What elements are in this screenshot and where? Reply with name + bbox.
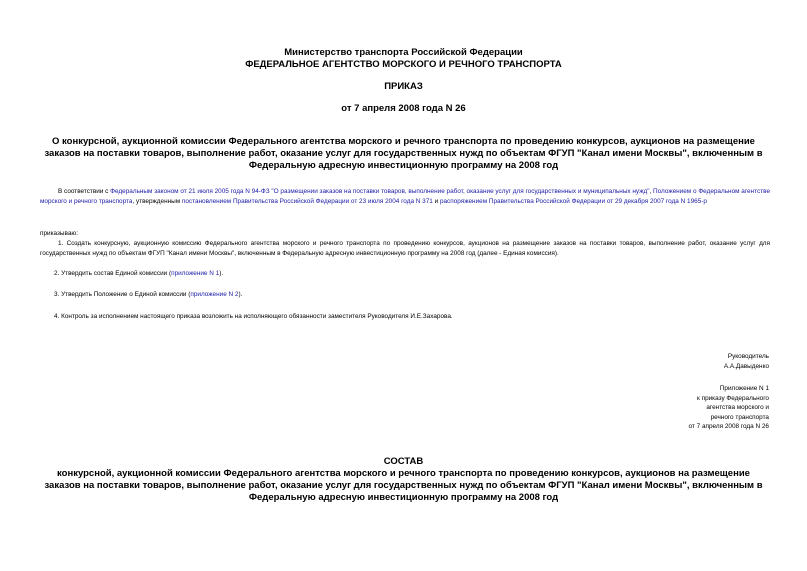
appendix-ref-line-4: речного транспорта [710,413,769,421]
preamble-text-3: , утвержденным [132,197,182,205]
appendix-ref-line-2: к приказу Федерального [697,394,769,402]
item-1: 1. Создать конкурсную, аукционную комиссию Федерального агентства морского и речного транспорта по проведению конкурсов, аукционов на размещение заказов на поставки товаров, выполнение работ, оказание услуг для государственных нужд по объектам ФГУП "Канал имени Москвы", включенным в Федеральную адресную инвестиционную программу на 2008 год (далее - Единая комиссия). [40,240,770,257]
appendix-ref-line-3: агентства морского и [706,404,769,412]
preamble-text-4: и [432,197,440,205]
appendix-2-link[interactable]: приложение N 2 [190,291,239,298]
item-3-end: ). [238,291,243,298]
government-order-link[interactable]: распоряжением Правительства Российской Федерации от 29 декабря 2007 года N 1965-р [439,197,707,205]
document-header [0,47,807,115]
item-3 [40,290,770,300]
item-2 [40,269,770,279]
signature-name: А.А.Давыденко [723,362,769,370]
signature-position: Руководитель [727,353,769,360]
item-2-end: ). [219,270,224,277]
preamble-text-2: , [649,188,654,195]
order-title: О конкурсной, аукционной комиссии Федерального агентства морского и речного транспорта по проведению конкурсов, аукционов на размещение заказов на поставки товаров, выполнение работ, оказание услуг для государственных нужд по объектам ФГУП "Канал имени Москвы", включенным в Федеральную адресную инвестиционную программу на 2008 год [44,136,763,171]
ministry-name: Министерство транспорта Российской Федерации [284,47,523,58]
appendix-ref-line-5: от 7 апреля 2008 года N 26 [688,423,769,431]
signature-block [724,352,769,371]
preamble-text-1: В соответствии с [58,188,111,195]
appendix-ref-line-1: Приложение N 1 [719,385,769,392]
appendix-reference [689,384,769,432]
item-3-text: 3. Утвердить Положение о Единой комиссии ( [54,291,191,298]
regulation-link[interactable]: Положением о Федеральном агентстве морского и речного транспорта [40,188,770,205]
item-2-text: 2. Утвердить состав Единой комиссии ( [54,270,172,277]
appendix-1-link[interactable]: приложение N 1 [171,270,220,277]
item-4: 4. Контроль за исполнением настоящего приказа возложить на исполняющего обязанности заместителя Руководителя И.Е.Захарова. [54,313,453,320]
doc-type: ПРИКАЗ [384,81,423,92]
federal-law-link[interactable]: Федеральным законом от 21 июля 2005 года N 94-ФЗ "О размещении заказов на поставки товаров, выполнение работ, оказание услуг для государственных и муниципальных нужд" [110,188,650,195]
appendix-title: конкурсной, аукционной комиссии Федерального агентства морского и речного транспорта по проведению конкурсов, аукционов на размещение заказов на поставки товаров, выполнение работ, оказание услуг для государственных нужд по объектам ФГУП "Канал имени Москвы", включенным в Федеральную адресную инвестиционную программу на 2008 год [44,468,763,503]
agency-name: ФЕДЕРАЛЬНОЕ АГЕНТСТВО МОРСКОГО И РЕЧНОГО ТРАНСПОРТА [245,59,562,70]
government-decree-link[interactable]: постановлением Правительства Российской Федерации от 23 июля 2004 года N 371 [181,197,433,205]
preamble [40,187,770,206]
doc-date-number: от 7 апреля 2008 года N 26 [341,103,466,114]
order-word: приказываю: [40,230,78,237]
appendix-heading: СОСТАВ [383,456,424,467]
